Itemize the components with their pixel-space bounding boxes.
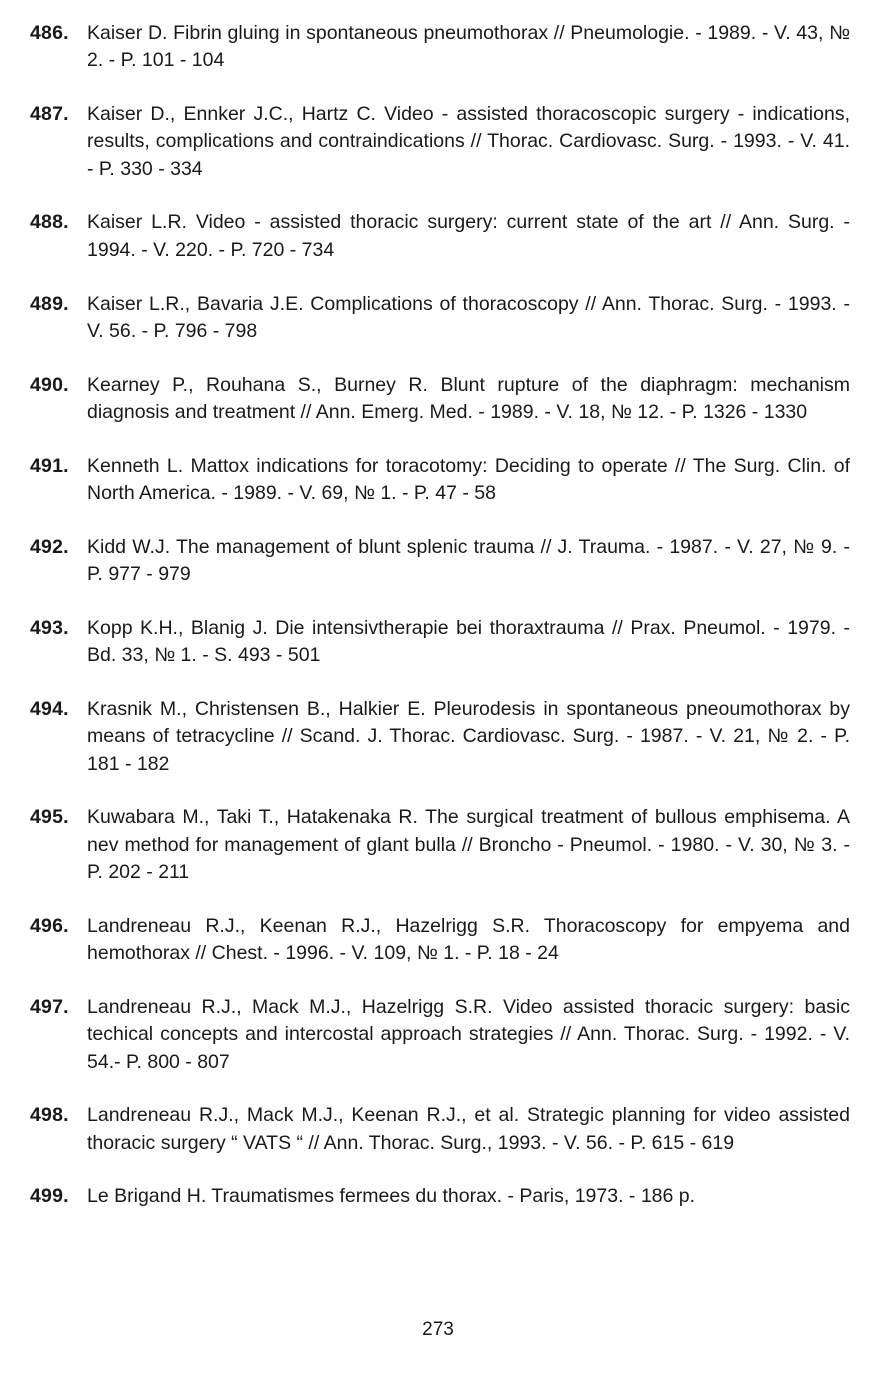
reference-number: 488. (30, 211, 69, 234)
reference-number: 494. (30, 698, 69, 721)
reference-entry (30, 372, 850, 427)
reference-entry (30, 913, 850, 968)
reference-text: Kenneth L. Mattox indications for toracotomy: Deciding to operate // The Surg. Clin. of North America. - 1989. - V. 69, № 1. - P. 47 - 58 (87, 454, 850, 505)
reference-number: 486. (30, 22, 69, 44)
reference-list (30, 20, 850, 1237)
reference-number: 489. (30, 292, 69, 315)
reference-text: Landreneau R.J., Mack M.J., Keenan R.J., et al. Strategic planning for video assisted thoracic surgery “ VATS “ // Ann. Thorac. Surg., 1993. - V. 56. - P. 615 - 619 (87, 1104, 850, 1154)
reference-entry (30, 453, 850, 508)
reference-entry (30, 534, 850, 589)
reference-text: Landreneau R.J., Mack M.J., Hazelrigg S.R. Video assisted thoracic surgery: basic techical concepts and intercostal approach strategies // Ann. Thorac. Surg. - 1992. - V. 54.- P. 800 - 807 (87, 995, 850, 1073)
reference-entry (30, 804, 850, 886)
reference-text: Kaiser L.R., Bavaria J.E. Complications of thoracoscopy // Ann. Thorac. Surg. - 1993. - V. 56. - P. 796 - 798 (87, 292, 850, 342)
reference-number: 493. (30, 616, 69, 639)
reference-text: Kaiser L.R. Video - assisted thoracic surgery: current state of the art // Ann. Surg. - 1994. - V. 220. - P. 720 - 734 (87, 211, 850, 261)
reference-text: Kuwabara M., Taki T., Hatakenaka R. The surgical treatment of bullous emphisema. A nev method for management of glant bulla // Broncho - Pneumol. - 1980. - V. 30, № 3. - P. 202 - 211 (87, 806, 850, 884)
reference-entry (30, 291, 850, 346)
reference-number: 496. (30, 914, 69, 937)
reference-text: Kaiser D., Ennker J.C., Hartz C. Video - assisted thoracoscopic surgery - indications, results, complications and contraindications // Thorac. Cardiovasc. Surg. - 1993. - V. 41. - P. 330 - 334 (87, 103, 850, 180)
reference-entry (30, 696, 850, 778)
reference-number: 498. (30, 1104, 69, 1127)
reference-entry (30, 1183, 850, 1210)
reference-number: 495. (30, 806, 69, 829)
page-number: 273 (422, 1319, 454, 1340)
reference-entry (30, 209, 850, 264)
reference-number: 491. (30, 454, 69, 477)
reference-text: Le Brigand H. Traumatismes fermees du thorax. - Paris, 1973. - 186 p. (87, 1185, 696, 1208)
reference-entry (30, 994, 850, 1076)
reference-entry (30, 20, 850, 75)
reference-number: 497. (30, 995, 69, 1018)
reference-entry (30, 615, 850, 670)
reference-text: Krasnik M., Christensen B., Halkier E. Pleurodesis in spontaneous pneoumothorax by means of tetracycline // Scand. J. Thorac. Cardiovasc. Surg. - 1987. - V. 21, № 2. - P. 181 - 182 (87, 698, 850, 775)
reference-text: Kearney P., Rouhana S., Burney R. Blunt rupture of the diaphragm: mechanism diagnosis and treatment // Ann. Emerg. Med. - 1989. - V. 18, № 12. - P. 1326 - 1330 (87, 373, 850, 423)
reference-number: 490. (30, 373, 69, 396)
reference-text: Landreneau R.J., Keenan R.J., Hazelrigg S.R. Thoracoscopy for empyema and hemothorax // Chest. - 1996. - V. 109, № 1. - P. 18 - 24 (87, 914, 850, 965)
reference-text: Kidd W.J. The management of blunt splenic trauma // J. Trauma. - 1987. - V. 27, № 9. - P. 977 - 979 (87, 535, 850, 586)
reference-entry (30, 101, 850, 183)
reference-entry (30, 1102, 850, 1157)
reference-number: 499. (30, 1185, 69, 1208)
reference-text: Kopp K.H., Blanig J. Die intensivtherapie bei thoraxtrauma // Prax. Pneumol. - 1979. - Bd. 33, № 1. - S. 493 - 501 (87, 616, 850, 667)
reference-number: 487. (30, 103, 69, 126)
reference-text: Kaiser D. Fibrin gluing in spontaneous pneumothorax // Pneumologie. - 1989. - V. 43, № 2. - P. 101 - 104 (87, 22, 850, 72)
reference-number: 492. (30, 535, 69, 558)
